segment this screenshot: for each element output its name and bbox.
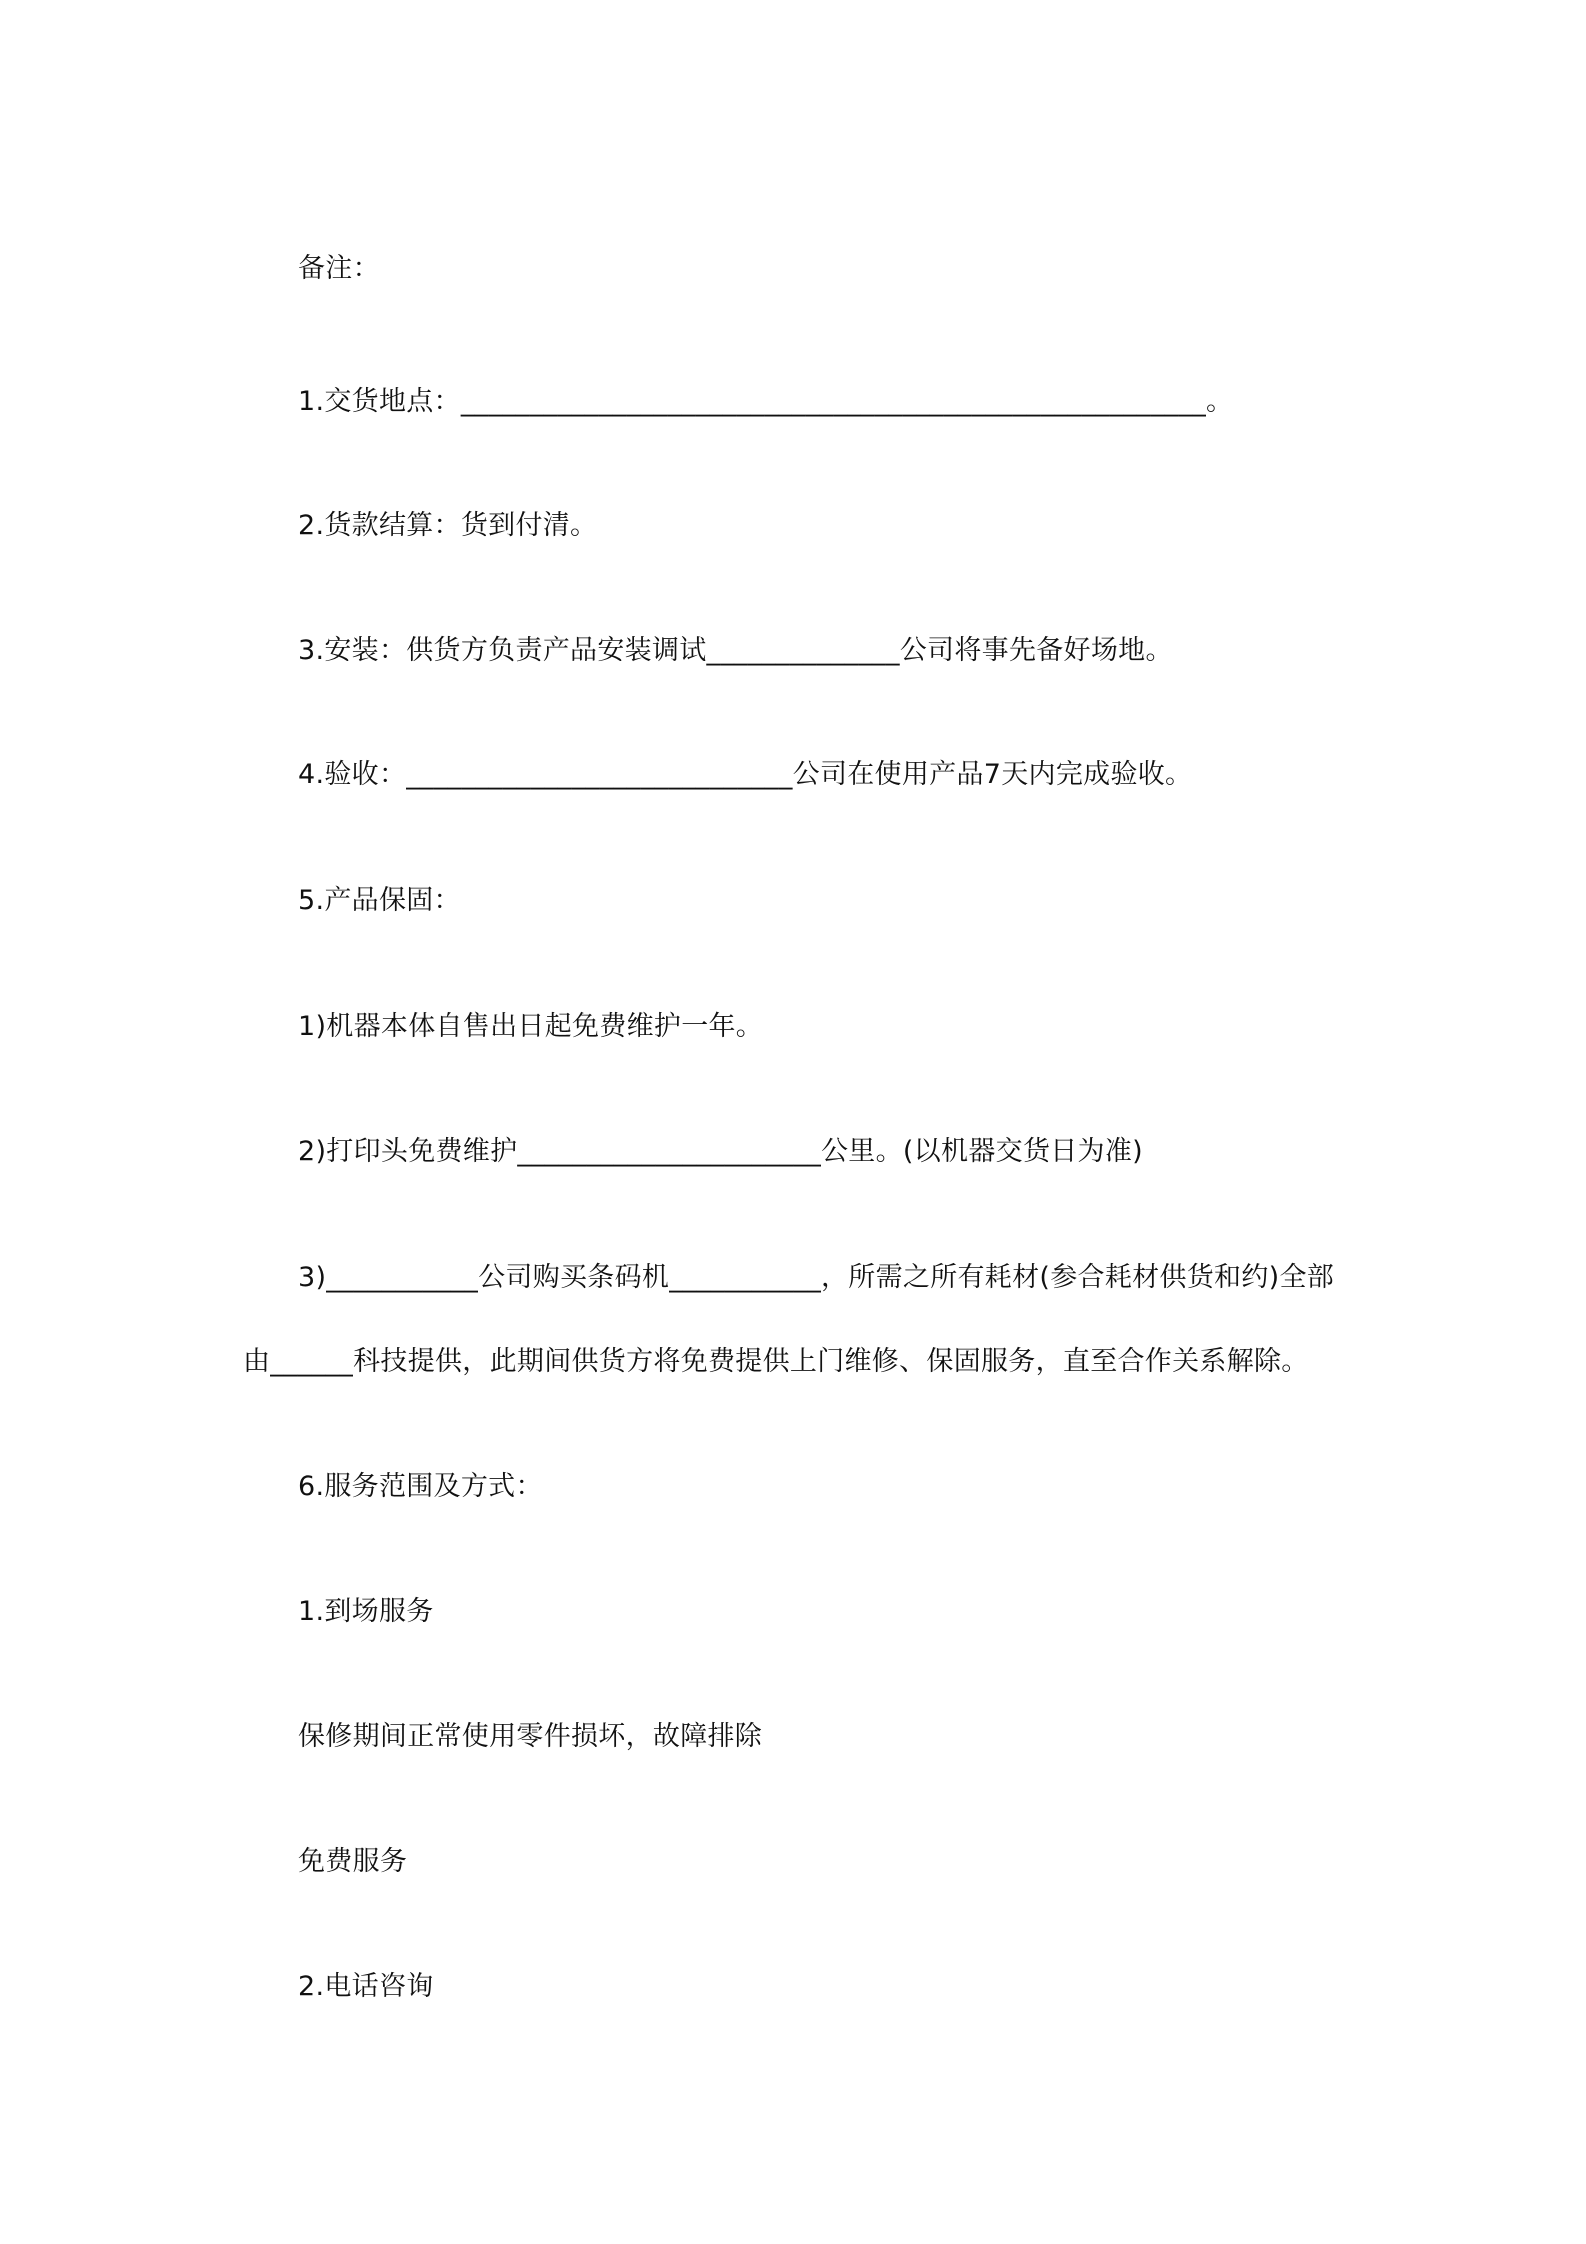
phone-consult-item: 2.电话咨询 — [298, 1971, 434, 2002]
warranty-heading: 5.产品保固： — [298, 885, 461, 916]
remarks-heading: 备注： — [298, 253, 380, 284]
warranty-item-1: 1)机器本体自售出日起免费维护一年。 — [298, 1011, 764, 1042]
onsite-service-description: 保修期间正常使用零件损坏，故障排除 — [298, 1721, 763, 1752]
delivery-location-line: 1.交货地点：______________________________________________________。 — [298, 386, 1234, 417]
installation-line: 3.安装：供货方负责产品安装调试______________公司将事先备好场地。 — [298, 635, 1173, 666]
payment-line: 2.货款结算：货到付清。 — [298, 510, 598, 541]
warranty-item-3-part-1: 3)___________公司购买条码机___________，所需之所有耗材(参合耗材供货和约)全部 — [298, 1262, 1335, 1293]
onsite-service-item: 1.到场服务 — [298, 1596, 434, 1627]
warranty-item-2: 2)打印头免费维护______________________公里。(以机器交货日为准) — [298, 1136, 1143, 1167]
free-service-text: 免费服务 — [298, 1846, 408, 1877]
acceptance-line: 4.验收：____________________________公司在使用产品7天内完成验收。 — [298, 759, 1193, 790]
service-scope-heading: 6.服务范围及方式： — [298, 1471, 543, 1502]
warranty-item-3-part-2: 由______科技提供，此期间供货方将免费提供上门维修、保固服务，直至合作关系解除。 — [243, 1346, 1309, 1377]
